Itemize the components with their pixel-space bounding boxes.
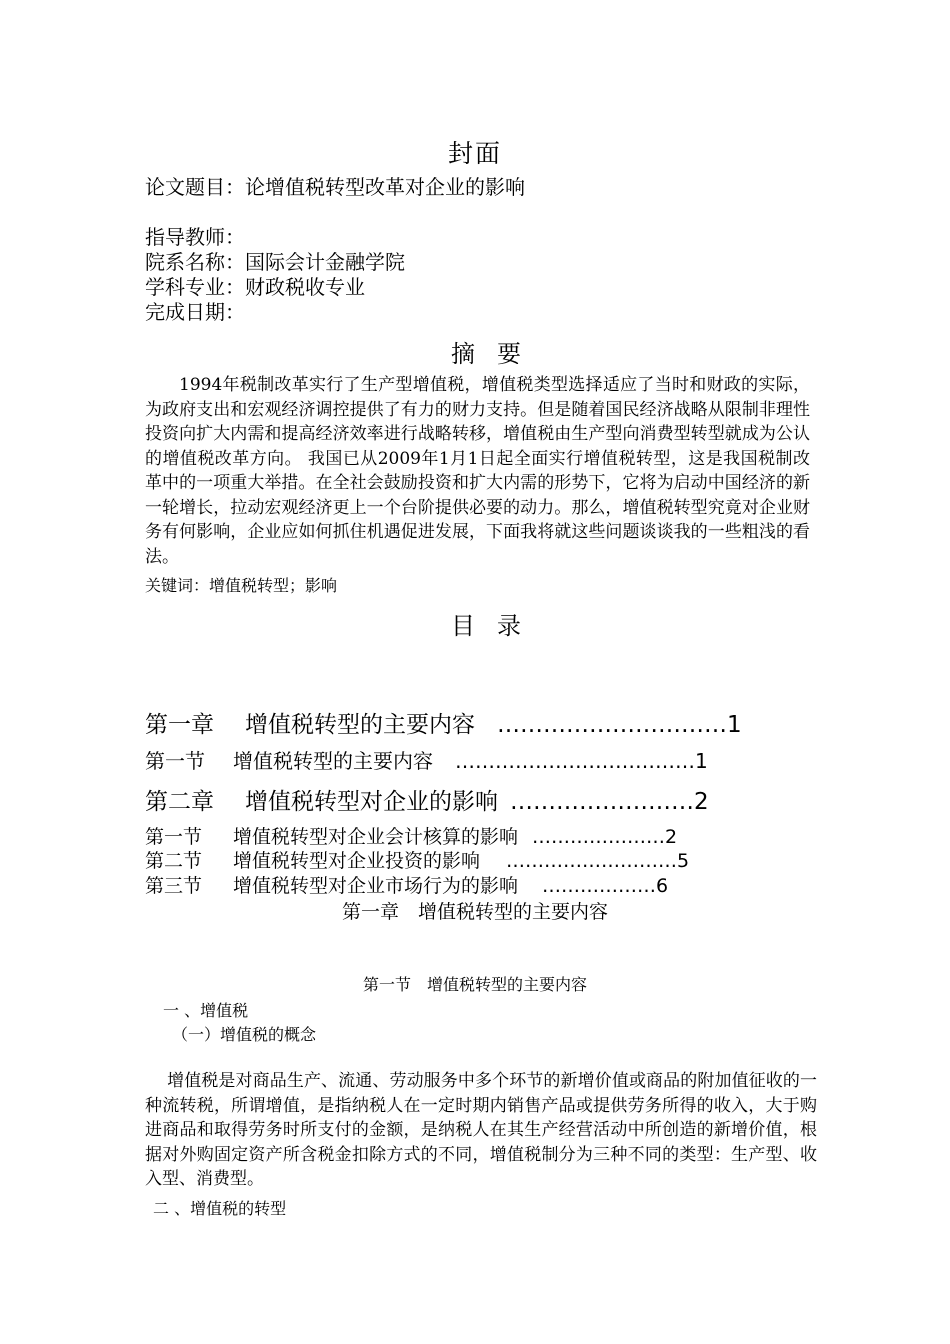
toc-heading: 目录	[451, 612, 543, 640]
toc-entry-leader: …………………	[532, 826, 666, 848]
advisor-line: 指导教师：	[145, 225, 245, 249]
toc-entry-page: 1	[695, 749, 708, 773]
toc-entry-page: 6	[656, 875, 669, 897]
chapter-heading: 第一章 增值税转型的主要内容	[341, 901, 608, 923]
toc-entry-page: 5	[677, 850, 690, 872]
toc-entry-label: 第一节	[145, 826, 203, 848]
toc-entry-title: 增值税转型对企业市场行为的影响	[233, 875, 519, 897]
toc-entry-page: 2	[694, 789, 709, 815]
toc-entry-leader: ………………	[542, 875, 657, 897]
toc-entry-section-2-3[interactable]	[145, 871, 668, 898]
toc-entry-title: 增值税转型对企业的影响	[245, 789, 498, 815]
toc-entry-chapter-2[interactable]	[145, 783, 709, 816]
toc-entry-title: 增值税转型对企业会计核算的影响	[233, 826, 519, 848]
major-line: 学科专业：财政税收专业	[145, 275, 365, 299]
toc-entry-label: 第三节	[145, 875, 203, 897]
keywords-line: 关键词：增值税转型；影响	[145, 576, 338, 595]
toc-entry-title: 增值税转型对企业投资的影响	[233, 850, 481, 872]
abstract-text: 1994年税制改革实行了生产型增值税，增值税类型选择适应了当时和财政的实际，为政府支出和宏观经济调控提供了有力的财力支持。但是随着国民经济战略从限制非理性投资向扩大内需和提高经济效率进行战略转移，增值税由生产型向消费型转型就成为公认的增值税改革方向。 我国已从2009年1月1日起全面实行增值税转型，这是我国税制改革中的一项重大举措。在全社会鼓励投资和扩大内需的形势下，它将为启动中国经济的新一轮增长，拉动宏观经济更上一个台阶提供必要的动力。那么，增值税转型究竟对企业财务有何影响，企业应如何抓住机遇促进发展，下面我将就这些问题谈谈我的一些粗浅的看法。	[145, 375, 810, 567]
thesis-title: 论文题目：论增值税转型改革对企业的影响	[145, 175, 525, 199]
subheading-vat: 一 、增值税	[163, 1001, 249, 1020]
toc-entry-section-1-1[interactable]	[145, 745, 708, 774]
date-line: 完成日期：	[145, 300, 245, 324]
paragraph-text: 增值税是对商品生产、流通、劳动服务中多个环节的新增价值或商品的附加值征收的一种流转税，所谓增值，是指纳税人在一定时期内销售产品或提供劳务所得的收入，大于购进商品和取得劳务时所支付的金额，是纳税人在其生产经营活动中所创造的新增价值，根据对外购固定资产所含税金扣除方式的不同，增值税制分为三种不同的类型：生产型、收入型、消费型。	[145, 1071, 817, 1189]
toc-entry-leader: …………………………	[497, 712, 727, 738]
toc-entry-page: 1	[727, 712, 742, 738]
toc-entry-section-2-1[interactable]	[145, 822, 677, 849]
toc-entry-section-2-2[interactable]	[145, 846, 689, 873]
section-heading: 第一节 增值税转型的主要内容	[362, 975, 587, 994]
subheading-vat-transition: 二 、增值税的转型	[153, 1199, 287, 1218]
toc-entry-label: 第一章	[145, 712, 214, 738]
toc-entry-chapter-1[interactable]	[145, 706, 742, 739]
vat-concept-paragraph	[145, 1069, 817, 1192]
abstract-heading: 摘要	[451, 340, 543, 368]
department-line: 院系名称：国际会计金融学院	[145, 250, 405, 274]
toc-entry-leader: ……………………	[510, 789, 694, 815]
toc-entry-leader: ………………………………	[455, 749, 695, 773]
toc-entry-leader: ………………………	[506, 850, 678, 872]
toc-entry-page: 2	[665, 826, 678, 848]
cover-heading: 封面	[447, 139, 502, 168]
toc-entry-label: 第二章	[145, 789, 214, 815]
abstract-body	[145, 373, 810, 569]
toc-entry-title: 增值税转型的主要内容	[233, 749, 433, 773]
toc-entry-title: 增值税转型的主要内容	[245, 712, 475, 738]
subheading-vat-concept: （一）增值税的概念	[172, 1025, 317, 1044]
toc-entry-label: 第二节	[145, 850, 203, 872]
toc-entry-label: 第一节	[145, 749, 205, 773]
